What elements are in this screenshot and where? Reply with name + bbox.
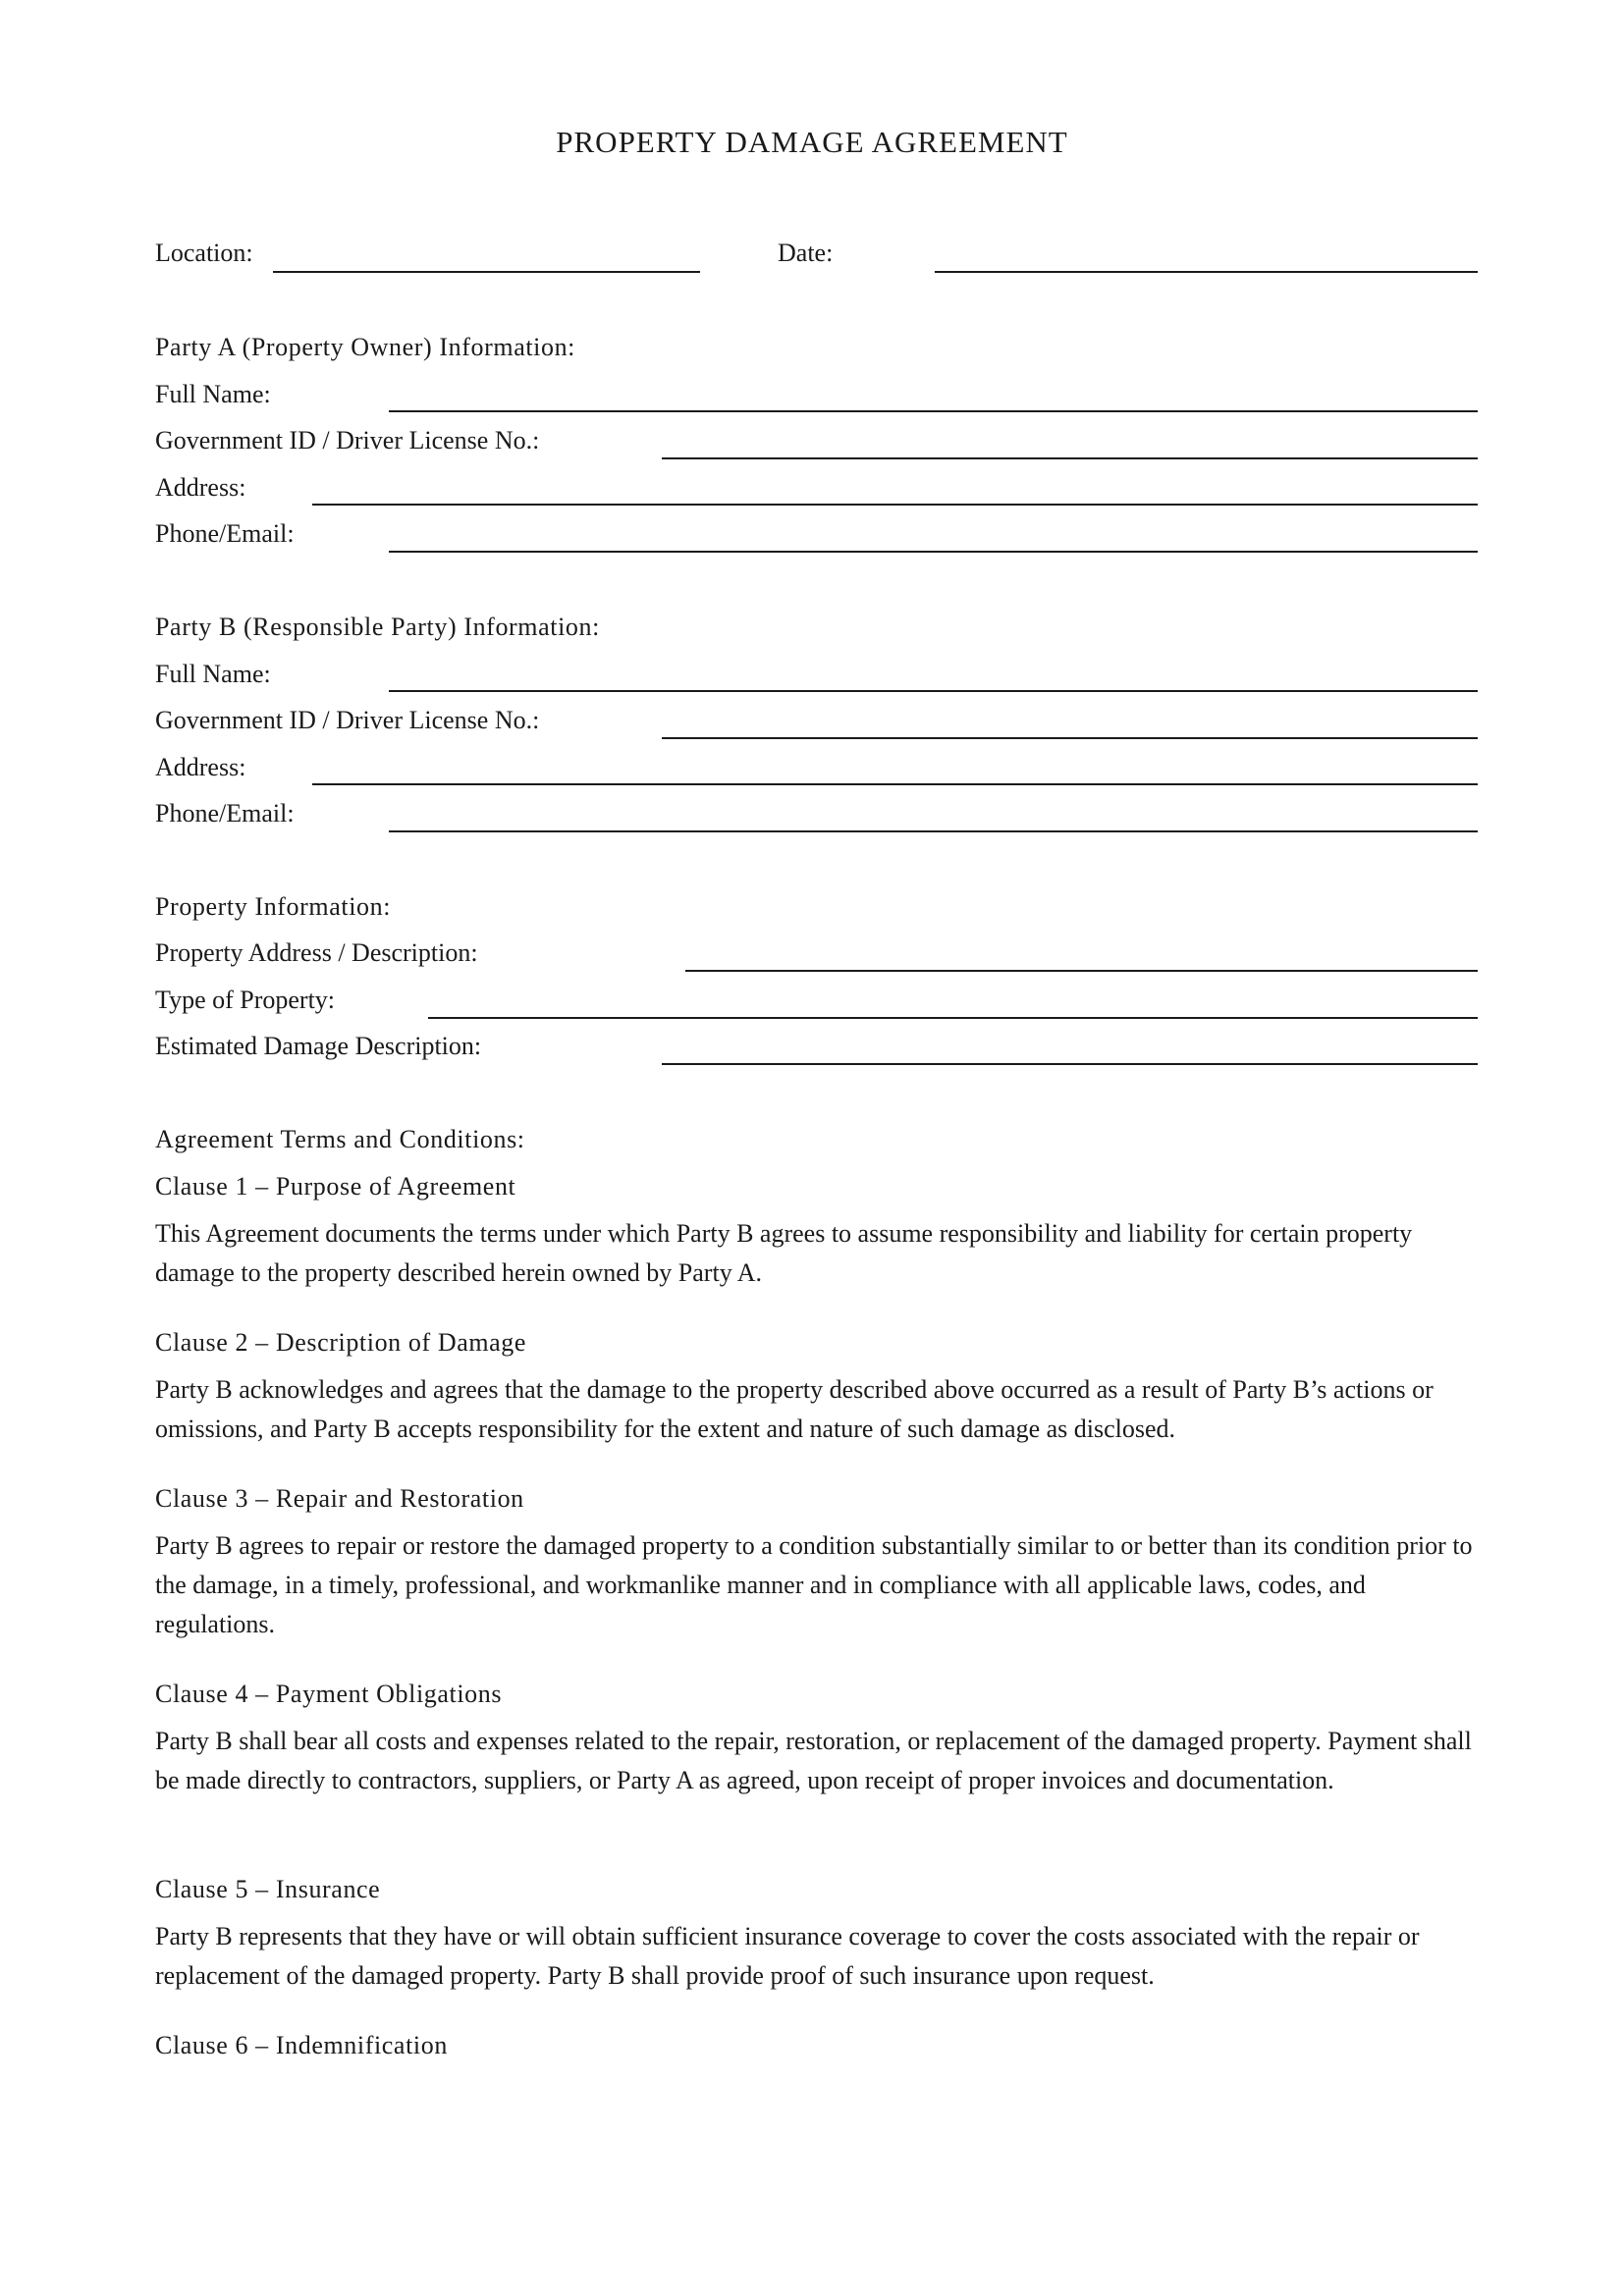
document-title: PROPERTY DAMAGE AGREEMENT [556,125,1068,159]
property-address-label: Property Address / Description: [155,938,478,967]
date-field[interactable] [935,271,1478,273]
location-field[interactable] [273,271,700,273]
property-address-field[interactable] [685,970,1478,972]
party-a-address-field[interactable] [312,504,1478,506]
property-type-label: Type of Property: [155,986,336,1014]
party-a-gov-id-label: Government ID / Driver License No.: [155,426,540,454]
damage-description-field[interactable] [662,1063,1478,1065]
party-a-phone-email-label: Phone/Email: [155,519,295,548]
party-a-heading: Party A (Property Owner) Information: [155,333,576,361]
property-type-field[interactable] [428,1017,1478,1019]
party-b-gov-id-field[interactable] [662,737,1478,739]
date-label: Date: [778,239,834,267]
party-b-full-name-field[interactable] [389,690,1478,692]
clause-5-title: Clause 5 – Insurance [155,1875,381,1903]
damage-description-label: Estimated Damage Description: [155,1032,482,1060]
party-a-gov-id-field[interactable] [662,457,1478,459]
clause-2-title: Clause 2 – Description of Damage [155,1328,527,1357]
property-heading: Property Information: [155,892,392,921]
party-b-gov-id-label: Government ID / Driver License No.: [155,706,540,734]
party-a-full-name-field[interactable] [389,410,1478,412]
party-b-phone-email-label: Phone/Email: [155,799,295,828]
party-b-heading: Party B (Responsible Party) Information: [155,613,600,641]
party-b-address-field[interactable] [312,783,1478,785]
clause-4-title: Clause 4 – Payment Obligations [155,1680,503,1708]
clause-2-text: Party B acknowledges and agrees that the damage to the property described above occurred as a result of Party B’s actions or omissions, and Party B accepts responsibility for the extent and nature of such damage as disclosed. [155,1375,1434,1443]
clause-3-text: Party B agrees to repair or restore the damaged property to a condition substantially similar to or better than its condition prior to the damage, in a timely, professional, and workmanlike manner and in compliance with all applicable laws, codes, and regulations. [155,1531,1473,1638]
clause-3-title: Clause 3 – Repair and Restoration [155,1484,524,1513]
party-b-phone-email-field[interactable] [389,830,1478,832]
clause-1-text: This Agreement documents the terms under which Party B agrees to assume responsibility and liability for certain property damage to the property described herein owned by Party A. [155,1219,1413,1287]
party-b-full-name-label: Full Name: [155,660,271,688]
clause-5-text: Party B represents that they have or will obtain sufficient insurance coverage to cover the costs associated with the repair or replacement of the damaged property. Party B shall provide proof of such insurance upon request. [155,1922,1420,1990]
party-a-address-label: Address: [155,473,246,502]
party-a-full-name-label: Full Name: [155,380,271,408]
party-a-phone-email-field[interactable] [389,551,1478,553]
clause-1-title: Clause 1 – Purpose of Agreement [155,1172,516,1201]
terms-heading: Agreement Terms and Conditions: [155,1125,525,1153]
location-label: Location: [155,239,253,267]
clause-4-text: Party B shall bear all costs and expenses related to the repair, restoration, or replacement of the damaged property. Payment shall be made directly to contractors, suppliers, or Party A as agreed, upon receipt of proper invoices and documentation. [155,1727,1472,1794]
party-b-address-label: Address: [155,753,246,781]
clause-6-title: Clause 6 – Indemnification [155,2031,448,2059]
